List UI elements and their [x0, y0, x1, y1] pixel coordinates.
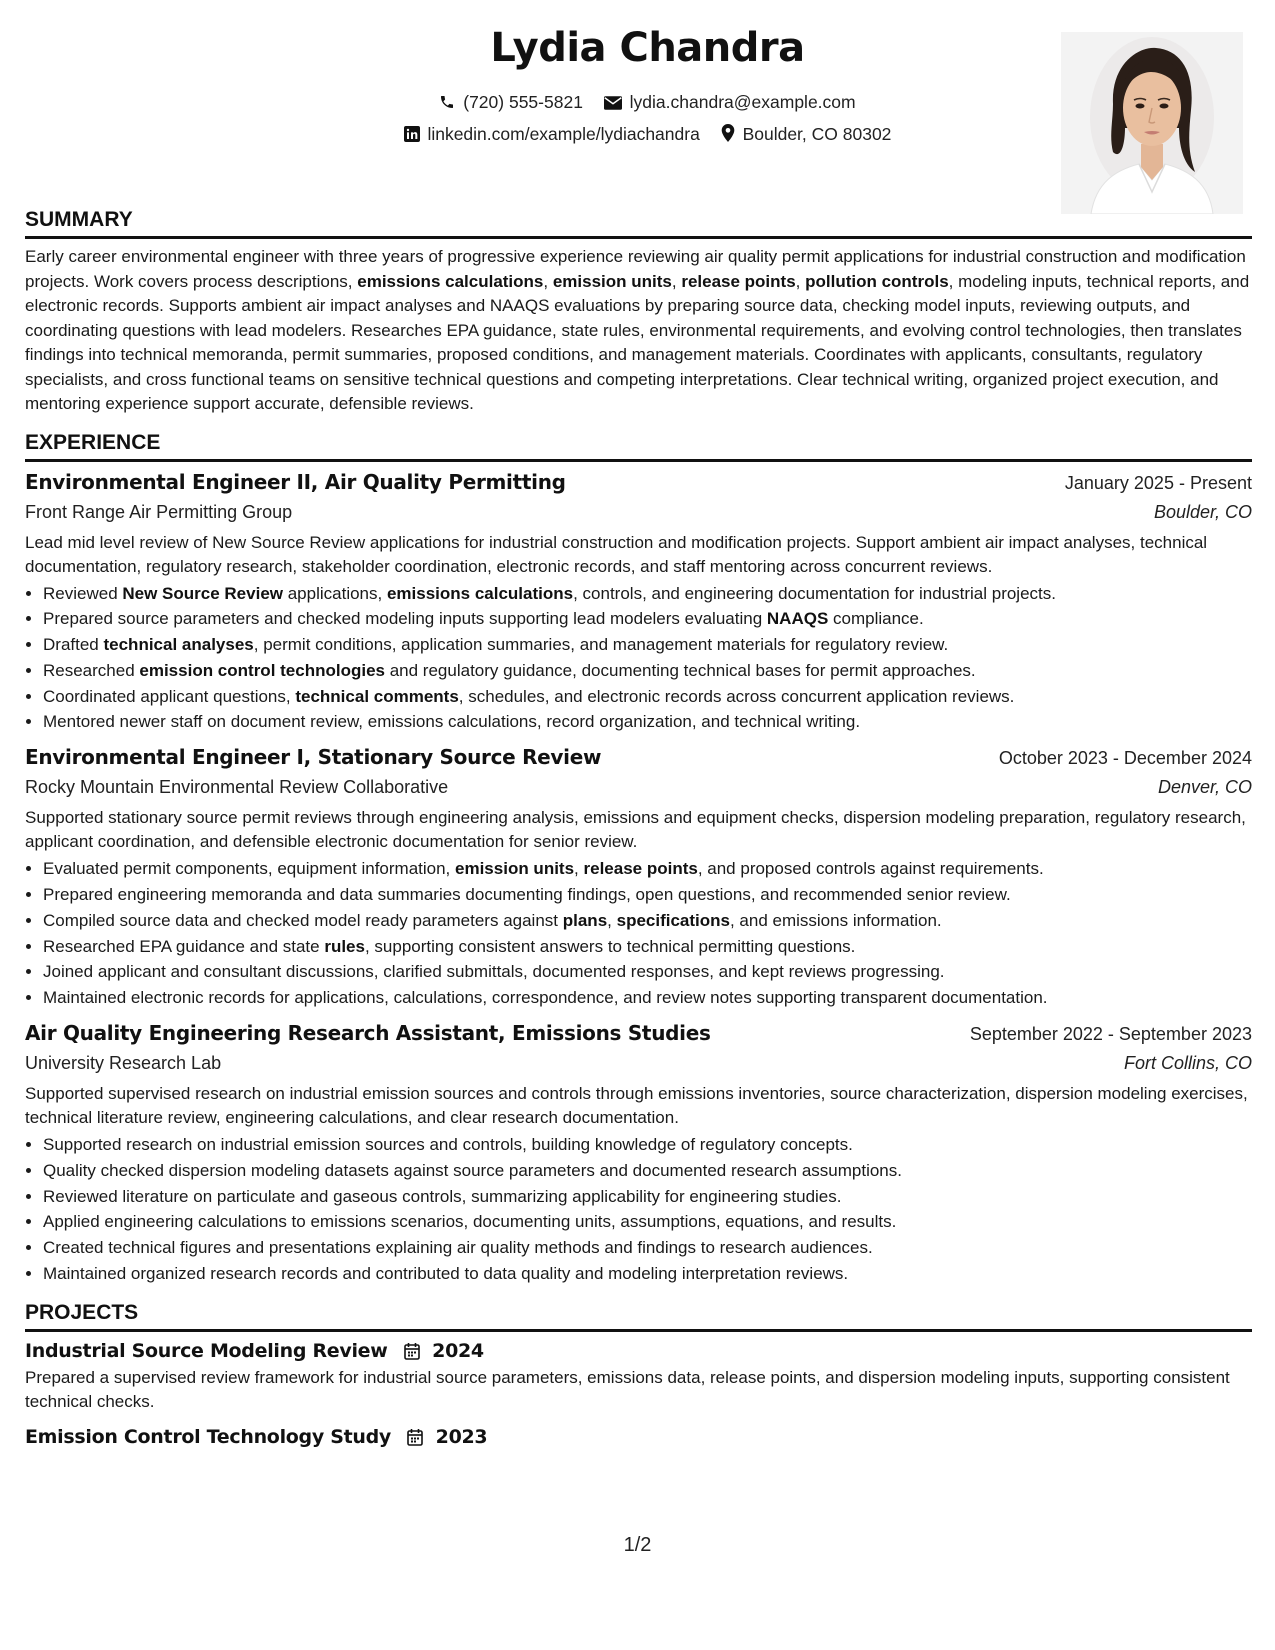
bullet-item: • Quality checked dispersion modeling datasets against source parameters and documented research assumptions.: [43, 1158, 1252, 1184]
emphasis-text: NAAQS: [766, 609, 829, 629]
emphasis-text: emission units: [455, 859, 575, 879]
page-number: 1/2: [623, 1534, 652, 1556]
emphasis-text: emission control technologies: [139, 660, 385, 680]
summary-section: [25, 208, 1252, 417]
job-description: Supported stationary source permit reviews through engineering analysis, emissions and equipment checks, dispersion modeling preparation, regulatory research, applicant coordination, and defensible electronic documentation for senior review.: [25, 808, 1246, 852]
experience-heading: EXPERIENCE: [25, 431, 1252, 462]
job-organization: Rocky Mountain Environmental Review Collaborative: [25, 777, 449, 798]
job-organization: University Research Lab: [25, 1053, 222, 1074]
job-entry: [25, 745, 1252, 1011]
bullet-item: • Reviewed literature on particulate and gaseous controls, summarizing applicability for engineering studies.: [43, 1184, 1252, 1210]
emphasis-text: technical comments: [295, 686, 459, 706]
job-dates: September 2022 - September 2023: [969, 1024, 1252, 1045]
emphasis-text: emissions calculations: [386, 583, 574, 603]
emphasis-text: release points: [681, 271, 796, 291]
candidate-name: Lydia Chandra: [490, 25, 805, 71]
emphasis-text: rules: [324, 936, 365, 956]
location-contact: [721, 124, 892, 145]
projects-heading: PROJECTS: [25, 1301, 1252, 1332]
bullet-item: • Prepared source parameters and checked modeling inputs supporting lead modelers evaluating NAAQS compliance.: [43, 606, 1252, 632]
email-contact[interactable]: [604, 92, 856, 113]
project-description: Prepared a supervised review framework for industrial source parameters, emissions data, release points, and dispersion modeling inputs, supporting consistent technical checks.: [25, 1367, 1230, 1411]
emphasis-text: pollution controls: [805, 271, 949, 291]
job-bullets: [25, 581, 1252, 736]
job-title: Environmental Engineer II, Air Quality Permitting: [25, 469, 566, 494]
bullet-item: • Reviewed New Source Review applications, emissions calculations, controls, and engineering documentation for industrial projects.: [43, 581, 1252, 607]
emphasis-text: technical analyses: [103, 635, 254, 655]
job-dates: January 2025 - Present: [1064, 472, 1252, 493]
emphasis-text: emissions calculations: [357, 271, 544, 291]
emphasis-text: emission units: [552, 271, 672, 291]
linkedin-icon: [404, 126, 420, 142]
linkedin-contact[interactable]: [404, 124, 700, 145]
job-description: Supported supervised research on industrial emission sources and controls through emissions inventories, source characterization, dispersion modeling exercises, technical literature review, engineering calculations, and clear research documentation.: [25, 1084, 1248, 1128]
job-entry: [25, 470, 1252, 736]
project-year: 2023: [435, 1425, 488, 1448]
emphasis-text: plans: [562, 910, 608, 930]
emphasis-text: New Source Review: [122, 583, 283, 603]
bullet-item: • Drafted technical analyses, permit conditions, application summaries, and management materials for regulatory review.: [43, 632, 1252, 658]
project-name: Industrial Source Modeling Review: [25, 1339, 388, 1362]
summary-heading: SUMMARY: [25, 208, 1252, 239]
resume-header: [25, 20, 1252, 208]
bullet-item: • Created technical figures and presentations explaining air quality methods and findings to research audiences.: [43, 1235, 1252, 1261]
job-title: Air Quality Engineering Research Assistant, Emissions Studies: [25, 1021, 711, 1046]
bullet-item: • Maintained organized research records and contributed to data quality and modeling interpretation reviews.: [43, 1261, 1252, 1287]
job-description: Lead mid level review of New Source Review applications for industrial construction and modification projects. Support ambient air impact analyses, technical documentation, regulatory research, stakeholder coordination, electronic records, and staff mentoring across concurrent reviews.: [25, 532, 1208, 576]
job-title: Environmental Engineer I, Stationary Source Review: [25, 745, 602, 770]
job-bullets: [25, 856, 1252, 1011]
project-year: 2024: [432, 1339, 484, 1362]
experience-section: [25, 431, 1252, 1287]
emphasis-text: release points: [583, 859, 698, 879]
calendar-icon: [407, 1428, 423, 1446]
location-text: Boulder, CO 80302: [742, 124, 892, 144]
calendar-icon: [404, 1342, 420, 1360]
bullet-item: • Researched EPA guidance and state rules, supporting consistent answers to technical permitting questions.: [43, 934, 1252, 960]
emphasis-text: specifications: [616, 910, 730, 930]
email-address: lydia.chandra@example.com: [629, 92, 856, 112]
bullet-item: • Coordinated applicant questions, technical comments, schedules, and electronic records across concurrent application reviews.: [43, 684, 1252, 710]
bullet-item: • Evaluated permit components, equipment information, emission units, release points, and proposed controls against requirements.: [43, 856, 1252, 882]
project-name: Emission Control Technology Study: [25, 1425, 392, 1448]
bullet-item: • Compiled source data and checked model ready parameters against plans, specifications, and emissions information.: [43, 908, 1252, 934]
bullet-item: • Mentored newer staff on document review, emissions calculations, record organization, and technical writing.: [43, 709, 1252, 735]
job-entry: [25, 1021, 1252, 1287]
projects-section: [25, 1301, 1252, 1448]
job-location: Denver, CO: [1157, 777, 1252, 798]
profile-photo-image: [1061, 32, 1243, 214]
bullet-item: • Supported research on industrial emission sources and controls, building knowledge of regulatory concepts.: [43, 1132, 1252, 1158]
envelope-icon: [604, 96, 622, 110]
bullet-item: • Prepared engineering memoranda and data summaries documenting findings, open questions, and recommended senior review.: [43, 882, 1252, 908]
phone-icon: [439, 94, 455, 110]
summary-text: Early career environmental engineer with three years of progressive experience reviewing air quality permit applications for industrial construction and modification projects. Work covers process descriptions, emissions calculations, emission units, release points, pollution controls, modeling inputs, technical reports, and electronic records. Supports ambient air impact analyses and NAAQS evaluations by preparing source data, checking model inputs, reviewing outputs, and coordinating questions with lead modelers. Researches EPA guidance, state rules, environmental requirements, and evolving control technologies, then translates findings into technical memoranda, permit summaries, proposed conditions, and management materials. Coordinates with applicants, consultants, regulatory specialists, and cross functional teams on sensitive technical questions and competing interpretations. Clear technical writing, organized project execution, and mentoring experience support accurate, defensible reviews.: [25, 247, 1250, 413]
map-pin-icon: [721, 124, 735, 142]
project-entry: [25, 1340, 1252, 1414]
profile-photo: [1061, 32, 1243, 214]
job-location: Fort Collins, CO: [1123, 1053, 1252, 1074]
bullet-item: • Researched emission control technologies and regulatory guidance, documenting technical bases for permit approaches.: [43, 658, 1252, 684]
job-bullets: [25, 1132, 1252, 1287]
phone-contact[interactable]: [439, 92, 583, 113]
bullet-item: • Applied engineering calculations to emissions scenarios, documenting units, assumptions, equations, and results.: [43, 1209, 1252, 1235]
job-organization: Front Range Air Permitting Group: [25, 501, 293, 522]
bullet-item: • Joined applicant and consultant discussions, clarified submittals, documented responses, and kept reviews progressing.: [43, 959, 1252, 985]
job-location: Boulder, CO: [1153, 501, 1252, 522]
bullet-item: • Maintained electronic records for applications, calculations, correspondence, and review notes supporting transparent documentation.: [43, 985, 1252, 1011]
phone-number: (720) 555-5821: [463, 92, 583, 112]
project-entry: [25, 1426, 1252, 1448]
linkedin-url: linkedin.com/example/lydiachandra: [427, 124, 700, 144]
job-dates: October 2023 - December 2024: [998, 748, 1252, 769]
